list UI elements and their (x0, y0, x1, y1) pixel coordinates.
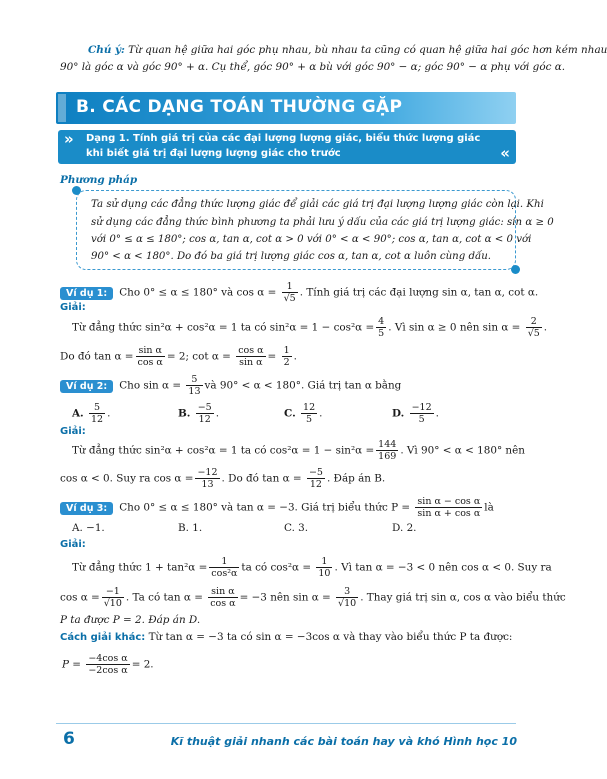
ex1-step-2: Do đó tan α = $\frac{\text{sin α}}{\text{cos α}}$ = 2; cot α = $\frac{\text{cos α}}{\text{sin α}}$ = $\frac{1}{2}$ . (60, 345, 297, 368)
ex1-pre: Cho 0° ≤ α ≤ 180° và cos α = (119, 286, 277, 299)
ex2-option-a[interactable]: A. $\frac{5}{12}$ . (72, 402, 111, 425)
ex2-option-d[interactable]: D. $\frac{-12}{5}$ . (392, 402, 439, 425)
box-dot-icon (511, 265, 520, 274)
note-line-2 (60, 61, 565, 73)
dang-1-title-2: khi biết giá trị đại lượng lượng giác cho trước (86, 148, 341, 159)
fraction: $\frac{\text{−4cos α}}{\text{−2cos α}}$ (88, 653, 128, 676)
fraction: $\frac{1}{10}$ (318, 556, 331, 579)
fraction: $\frac{-12}{13}$ (197, 467, 218, 490)
method-line-4: 90° < α < 180°. Do đó ba giá trị lượng giác cos α, tan α, cot α luôn cùng dấu. (91, 251, 492, 262)
method-line-1: Ta sử dụng các đẳng thức lượng giác để giải các giá trị đại lượng lượng giác còn lại. Khi (91, 199, 544, 210)
ex3-option-c[interactable]: C. 3. (284, 522, 309, 534)
ex3-alt-solution: Cách giải khác: Từ tan α = −3 ta có sin α = −3cos α và thay vào biểu thức P ta được: (60, 631, 513, 643)
ex3-step-1: Từ đẳng thức 1 + tan²α = $\frac{1}{\text{cos²α}}$ ta có cos²α = $\frac{1}{10}$ . Vì tan α = −3 < 0 nên cos α < 0. Suy ra (72, 556, 552, 579)
ex3-question: Ví dụ 3: Cho 0° ≤ α ≤ 180° và tan α = −3. Giá trị biểu thức P = $\frac{\text{sin α − cos α}}{\text{sin α + cos α}}$ là (60, 496, 494, 519)
ex1-step-1: Từ đẳng thức sin²α + cos²α = 1 ta có sin²α = 1 − cos²α = $\frac{4}{5}$ . Vì sin α ≥ 0 nên sin α = $\frac{2}{√5}$ . (72, 316, 548, 339)
method-box (76, 190, 554, 270)
box-dot-icon (72, 186, 81, 195)
fraction: $\frac{\text{sin α}}{\text{cos α}}$ (137, 345, 163, 368)
book-title: Kĩ thuật giải nhanh các bài toán hay và khó Hình học 10 (170, 735, 517, 748)
ex3-option-b[interactable]: B. 1. (178, 522, 203, 534)
ex3-badge: Ví dụ 3: (60, 502, 113, 515)
ex3-solution-label: Giải: (60, 539, 86, 550)
fraction: $\frac{\text{sin α − cos α}}{\text{sin α + cos α}}$ (417, 496, 481, 519)
ex3-step-2: cos α = $\frac{-1}{√10}$ . Ta có tan α = $\frac{\text{sin α}}{\text{cos α}}$ = −3 nên sin α = $\frac{3}{√10}$ . Thay giá trị sin α, cos α vào biểu thức (60, 586, 566, 609)
note-label: Chú ý: (88, 44, 125, 56)
section-banner (56, 92, 516, 124)
fraction: $\frac{-1}{√10}$ (103, 586, 122, 609)
ex2-question: Ví dụ 2: Cho sin α = $\frac{5}{13}$ và 90° < α < 180°. Giá trị tan α bằng (60, 374, 401, 397)
method-label: Phương pháp (60, 174, 138, 186)
ex3-option-a[interactable]: A. −1. (72, 522, 105, 534)
note-text-2: 90° là góc α và góc 90° + α. Cụ thể, góc 90° + α bù với góc 90° − α; góc 90° − α phụ với góc α. (60, 61, 566, 73)
note-text-1: Từ quan hệ giữa hai góc phụ nhau, bù nhau ta cũng có quan hệ giữa hai góc hơn kém nhau (124, 44, 607, 56)
chevron-left-icon: « (500, 144, 510, 162)
ex1-fraction: $\frac{1}{√5}$ (283, 281, 296, 304)
ex1-badge: Ví dụ 1: (60, 287, 113, 300)
ex2-step-1: Từ đẳng thức sin²α + cos²α = 1 ta có cos²α = 1 − sin²α = $\frac{144}{169}$ . Vì 90° < α < 180° nên (72, 439, 525, 462)
fraction: $\frac{\text{sin α}}{\text{cos α}}$ (210, 586, 236, 609)
fraction: $\frac{\text{cos α}}{\text{sin α}}$ (238, 345, 264, 368)
fraction: $\frac{4}{5}$ (378, 316, 385, 339)
method-line-3: với 0° ≤ α ≤ 180°; cos α, tan α, cot α > 0 với 0° < α < 90°; cos α, tan α, cot α < 0 với (91, 234, 532, 245)
ex3-alt-formula: P = $\frac{\text{−4cos α}}{\text{−2cos α}}$ = 2. (62, 653, 154, 676)
banner-decoration (58, 94, 66, 122)
fraction: $\frac{5}{13}$ (188, 374, 201, 397)
note-line-1 (88, 44, 607, 56)
ex3-option-d[interactable]: D. 2. (392, 522, 417, 534)
fraction: $\frac{144}{169}$ (378, 439, 397, 462)
ex2-option-b[interactable]: B. $\frac{-5}{12}$ . (178, 402, 220, 425)
fraction: $\frac{-5}{12}$ (308, 467, 323, 490)
fraction: $\frac{1}{2}$ (283, 345, 290, 368)
ex2-solution-label: Giải: (60, 426, 86, 437)
fraction: $\frac{3}{√10}$ (338, 586, 357, 609)
method-line-2: sử dụng các đẳng thức bình phương ta phải lưu ý dấu của các giá trị lượng giác: sin α ≥ 0 (91, 217, 554, 228)
fraction: $\frac{2}{√5}$ (527, 316, 540, 339)
dang-1-title-1: Dạng 1. Tính giá trị của các đại lượng lượng giác, biểu thức lượng giác (86, 133, 481, 144)
dang-1-box (58, 130, 516, 164)
footer-divider (56, 723, 516, 724)
ex1-question (60, 281, 538, 304)
ex1-solution-label: Giải: (60, 302, 86, 313)
ex2-badge: Ví dụ 2: (60, 380, 113, 393)
ex1-post: . Tính giá trị các đại lượng sin α, tan α, cot α. (299, 286, 539, 299)
chevron-right-icon: » (64, 130, 74, 148)
ex2-option-c[interactable]: C. $\frac{12}{5}$ . (284, 402, 323, 425)
ex2-step-2: cos α < 0. Suy ra cos α = $\frac{-12}{13}$ . Do đó tan α = $\frac{-5}{12}$ . Đáp án B. (60, 467, 386, 490)
alt-label: Cách giải khác: (60, 632, 146, 643)
fraction: $\frac{1}{\text{cos²α}}$ (211, 556, 238, 579)
page-number: 6 (63, 729, 75, 749)
ex3-step-3: P ta được P = 2. Đáp án D. (60, 614, 201, 626)
section-title: B. CÁC DẠNG TOÁN THƯỜNG GẶP (76, 97, 403, 117)
